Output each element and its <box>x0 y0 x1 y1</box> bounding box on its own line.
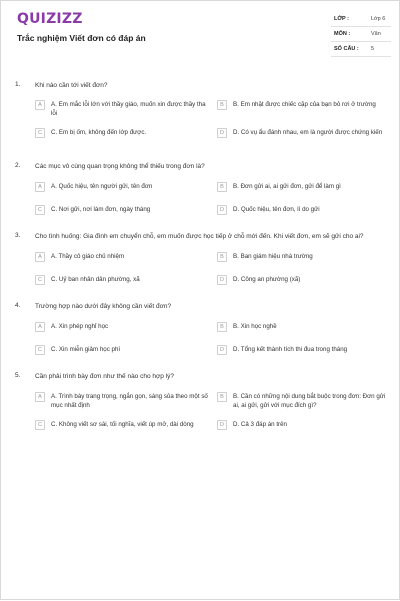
answer-option[interactable] <box>35 322 210 342</box>
option-letter-box: D <box>217 128 227 138</box>
option-letter-box: C <box>35 345 45 355</box>
option-text: A. Em mắc lỗi lớn với thầy giáo, muốn xin được thầy tha lỗi <box>51 101 206 117</box>
answer-option[interactable] <box>217 205 393 225</box>
answer-option[interactable] <box>217 100 393 120</box>
option-text: D. Tổng kết thành tích thi đua trong tháng <box>233 346 348 353</box>
answer-option[interactable] <box>217 345 393 365</box>
option-text: A. Thầy cô giáo chủ nhiệm <box>51 253 125 260</box>
question-text: Cho tình huống: Gia đình em chuyển chỗ, em muốn được học tiếp ở chỗ mới đến. Khi viết đơn, em sẽ gửi cho ai? <box>35 233 364 240</box>
option-letter-box: C <box>35 420 45 430</box>
option-letter-box: A <box>35 100 45 110</box>
option-letter-box: B <box>217 252 227 262</box>
page-title: Trắc nghiệm Viết đơn có đáp án <box>17 33 146 43</box>
option-text: C. Em bị ốm, không đến lớp được. <box>51 129 147 136</box>
option-letter-box: B <box>217 322 227 332</box>
answer-option[interactable] <box>35 182 210 202</box>
option-text: C. Không viết sơ sài, tối nghĩa, viết úp mở, dài dòng <box>51 421 194 428</box>
answer-option[interactable] <box>217 275 393 295</box>
meta-label: MÔN : <box>334 31 351 37</box>
answer-option[interactable] <box>217 392 393 412</box>
option-text: B. Em nhặt được chiếc cặp của bạn bỏ rơi ở trường <box>233 101 376 108</box>
option-text: B. Ban giám hiệu nhà trường <box>233 253 313 260</box>
question-text: Cần phải trình bày đơn như thế nào cho hợp lý? <box>35 373 174 380</box>
option-letter-box: A <box>35 252 45 262</box>
option-text: D. Cả 3 đáp án trên <box>233 421 288 428</box>
question-number: 4. <box>15 302 21 309</box>
option-letter-box: C <box>35 275 45 285</box>
question-number: 3. <box>15 232 21 239</box>
option-letter-box: A <box>35 392 45 402</box>
option-letter-box: B <box>217 100 227 110</box>
answer-option[interactable] <box>217 252 393 272</box>
meta-value: Lớp 6 <box>371 16 386 22</box>
answer-option[interactable] <box>35 100 210 120</box>
option-text: D. Công an phường (xã) <box>233 276 301 283</box>
answer-option[interactable] <box>35 128 210 148</box>
option-letter-box: B <box>217 182 227 192</box>
option-text: C. Uỷ ban nhân dân phường, xã <box>51 276 140 283</box>
answer-option[interactable] <box>35 392 210 412</box>
meta-value: 5 <box>371 46 375 52</box>
option-text: D. Có vụ ẩu đánh nhau, em là người được chứng kiến <box>233 129 383 136</box>
option-letter-box: D <box>217 275 227 285</box>
option-text: B. Đơn gửi ai, ai gửi đơn, gửi để làm gì <box>233 183 341 190</box>
option-text: D. Quốc hiệu, tên đơn, lí do gửi <box>233 206 320 213</box>
meta-value: Văn <box>371 31 381 37</box>
answer-option[interactable] <box>35 345 210 365</box>
option-letter-box: C <box>35 128 45 138</box>
question-list <box>1 1 400 601</box>
brand-logo: QUIZIZZ <box>17 11 83 27</box>
question-text: Trường hợp nào dưới đây không cần viết đơn? <box>35 303 172 310</box>
option-text: A. Trình bày trang trọng, ngắn gọn, sáng sủa theo một số mục nhất định <box>51 393 208 409</box>
option-text: C. Xin miễn giảm học phí <box>51 346 121 353</box>
option-text: C. Nơi gửi, nơi làm đơn, ngày tháng <box>51 206 151 213</box>
answer-option[interactable] <box>35 275 210 295</box>
question-text: Các mục vô cùng quan trọng không thể thiếu trong đơn là? <box>35 163 205 170</box>
question-number: 5. <box>15 372 21 379</box>
option-text: B. Xin học nghề <box>233 323 277 330</box>
answer-option[interactable] <box>217 128 393 148</box>
option-letter-box: A <box>35 322 45 332</box>
answer-option[interactable] <box>217 322 393 342</box>
question-number: 2. <box>15 162 21 169</box>
option-text: A. Quốc hiệu, tên người gửi, tên đơn <box>51 183 153 190</box>
question-text: Khi nào cần tới viết đơn? <box>35 82 108 89</box>
option-letter-box: C <box>35 205 45 215</box>
option-text: B. Cần có những nội dung bắt buộc trong đơn: Đơn gửi ai, ai gửi, gửi với mục đích gì? <box>233 393 386 409</box>
option-letter-box: D <box>217 345 227 355</box>
answer-option[interactable] <box>35 205 210 225</box>
answer-option[interactable] <box>35 252 210 272</box>
answer-option[interactable] <box>217 420 393 440</box>
option-text: A. Xin phép nghỉ học <box>51 323 109 330</box>
option-letter-box: D <box>217 205 227 215</box>
question-number: 1. <box>15 81 21 88</box>
answer-option[interactable] <box>35 420 210 440</box>
option-letter-box: D <box>217 420 227 430</box>
answer-option[interactable] <box>217 182 393 202</box>
meta-label: LỚP : <box>334 16 349 22</box>
meta-label: SỐ CÂU : <box>334 46 359 52</box>
option-letter-box: A <box>35 182 45 192</box>
option-letter-box: B <box>217 392 227 402</box>
